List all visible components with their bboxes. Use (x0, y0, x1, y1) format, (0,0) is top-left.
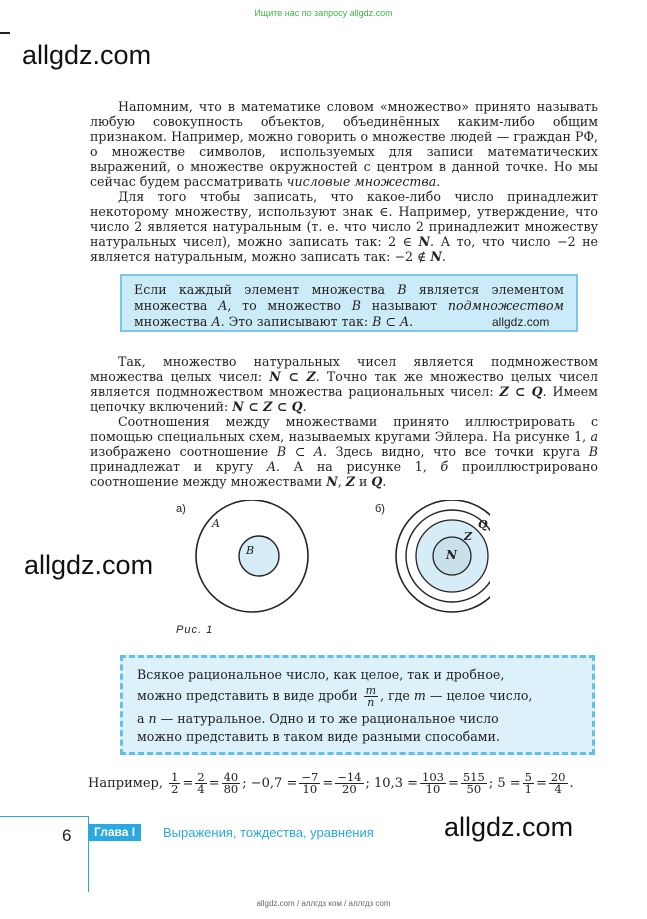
box1-text-d: называют (371, 298, 438, 313)
fraction: $\frac{515}{50}$ (462, 770, 485, 796)
fraction: $\frac{-7}{10}$ (301, 770, 319, 796)
watermark-top[interactable]: allgdz.com (22, 40, 152, 70)
paragraph-membership: Для того чтобы записать, что какое-либо число принадлежит некоторому множеству, используют знак ∈. Например, утверждение, что число 2 является натуральным (т. е. что число 2 принадлежит множеству натуральных чисел), можно записать так: 2 ∈ N. А то, что число −2 не является натуральным, можно записать так: −2 ∉ N. (90, 189, 598, 264)
symbol-A: A (218, 298, 228, 313)
page-corner-mark (0, 32, 10, 34)
watermark-footer[interactable]: allgdz.com (444, 812, 574, 842)
circle-B (239, 536, 279, 576)
symbol-Q: Q (371, 474, 383, 489)
symbol-N: N (430, 249, 442, 264)
symbol-m: m (413, 688, 426, 703)
box2-line2-a: можно представить в виде дроби (137, 688, 358, 703)
fraction: $\frac{103}{10}$ (422, 770, 444, 796)
p2-text-b: . А то, что число −2 не является натуральным, можно записать так: −2 ∉ (90, 234, 598, 264)
symbol-B: B (397, 282, 407, 297)
figure-label-b: б) (375, 503, 385, 515)
p1-emphasis: числовые множества (286, 174, 437, 189)
paragraph-sets-intro: Напомним, что в математике словом «множество» принято называть любую совокупность объектов, объединённых каким-либо общим признаком. Например, можно говорить о множестве людей — граждан РФ, о множестве символов, используемых для записи математических выражений, о множестве окружностей с центром в данной точке. Но мы сейчас будем рассматривать числовые множества. (90, 99, 598, 189)
chapter-title: Выражения, тождества, уравнения (163, 825, 374, 840)
fraction: $\frac{-14}{20}$ (337, 770, 362, 796)
p3-text-a: Так, множество натуральных чисел является подмножеством множества целых чисел: (90, 354, 598, 384)
p4-text-e: . А на рисунке 1, (275, 459, 427, 474)
definition-box-subset: Если каждый элемент множества B является элементом множества A, то множество B называют подмножеством множества A. Это записывают так: B ⊂ A. (120, 274, 578, 332)
box2-line3-a: а (137, 711, 145, 726)
fraction: $\frac{40}{80}$ (223, 770, 239, 796)
chapter-badge: Глава I (88, 824, 141, 841)
paragraph-euler-circles: Соотношения между множествами принято иллюстрировать с помощью специальных схем, называемых кругами Эйлера. На рисунке 1, а изображено соотношение B ⊂ A. Здесь видно, что все точки круга B принадлежат и кругу A. А на рисунке 1, б проиллюстрировано соотношение между множествами N, Z и Q. (90, 414, 599, 489)
fraction-examples: Например, $\frac{1}{2}$ = $\frac{2}{4}$ = $\frac{40}{80}$ ; −0,7 = $\frac{-7}{10}$ = $\frac{-14}{20}$ ; 10,3 = $\frac{103}{10}$ = $\frac{515}{50}$ ; 5 = $\frac{5}{1}$ = $\frac{20}{4}$ . (88, 770, 574, 796)
p4-text-b: изображено соотношение (90, 444, 269, 459)
symbol-B: B (588, 444, 598, 459)
figure-caption: Рис. 1 (176, 624, 214, 636)
bottom-links[interactable]: allgdz.com / аллгдз ком / аллгдз com (256, 899, 391, 908)
box1-formula: B ⊂ A (372, 314, 410, 329)
euler-diagram-b (396, 500, 490, 612)
fraction: $\frac{20}{4}$ (550, 770, 566, 796)
symbol-N: N (418, 234, 431, 249)
symbol-Z: Z (345, 474, 355, 489)
box1-text-f: . Это записывают так: (220, 314, 369, 329)
formula-N-sub-Z: N ⊂ Z (269, 369, 316, 384)
examples-lead: Например, (88, 776, 163, 791)
box1-text-e: множества (134, 314, 208, 329)
box1-text-c: , то множество (227, 298, 341, 313)
footer-rule (0, 816, 88, 817)
box2-line3-b: — натуральное. Одно и то же рациональное число (160, 711, 499, 726)
paragraph-subset-chain: Так, множество натуральных чисел является подмножеством множества целых чисел: N ⊂ Z. Точно так же множество целых чисел является подмножеством множества рациональных чисел: Z ⊂ Q. Имеем цепочку включений: N ⊂ Z ⊂ Q. (90, 354, 598, 414)
example-3-lead: 10,3 = (374, 776, 418, 791)
search-note: Ищите нас по запросу allgdz.com (254, 8, 393, 18)
watermark-box1[interactable]: allgdz.com (492, 315, 550, 329)
example-2-lead: −0,7 = (250, 776, 298, 791)
fraction: $\frac{2}{4}$ (197, 770, 205, 796)
p4-text-f: проиллюстрировано соотношение между множествами (90, 459, 599, 489)
symbol-A: A (266, 459, 276, 474)
watermark-figure[interactable]: allgdz.com (24, 550, 154, 580)
symbol-n: n (148, 711, 157, 726)
box2-line4: можно представить в таком виде разными способами. (137, 729, 500, 744)
label-set-B: B (246, 544, 255, 557)
formula-Z-sub-Q: Z ⊂ Q (499, 384, 543, 399)
p4-text-d: принадлежат и кругу (90, 459, 254, 474)
box1-term: подмножеством (447, 298, 564, 313)
symbol-A: A (211, 314, 221, 329)
p4-em-a: а (590, 429, 598, 444)
box2-line2-c: — целое число, (429, 688, 533, 703)
label-set-Q: Q (478, 518, 488, 531)
fraction: $\frac{5}{1}$ (524, 770, 532, 796)
page-number: 6 (62, 826, 72, 845)
p4-em-b: б (440, 459, 449, 474)
rule-box-rational (120, 655, 595, 755)
box2-line2-b: , где (380, 688, 410, 703)
fraction-m-over-n: $\frac{m}{n}$ (365, 684, 377, 709)
box1-text-b: является элементом множества (134, 282, 564, 313)
label-set-A: A (212, 517, 220, 530)
fraction: $\frac{1}{2}$ (171, 770, 179, 796)
label-set-N: N (446, 548, 457, 562)
p4-text-c: . Здесь видно, что все точки круга (323, 444, 581, 459)
formula-chain: N ⊂ Z ⊂ Q (232, 399, 303, 414)
p2-text-a: Для того чтобы записать, что какое-либо число принадлежит некоторому множеству, используют знак ∈. Например, утверждение, что число 2 является натуральным (т. е. что число 2 принадлежит множеству натуральных чисел), можно записать так: 2 ∈ (90, 189, 598, 249)
p3-text-c: . Имеем цепочку включений: (90, 384, 598, 414)
symbol-B: B (351, 298, 361, 313)
figure-label-a: а) (176, 503, 186, 515)
p4-text-a: Соотношения между множествами принято иллюстрировать с помощью специальных схем, называемых кругами Эйлера. На рисунке 1, (90, 414, 598, 444)
p1-text: Напомним, что в математике словом «множество» принято называть любую совокупность объектов, объединённых каким-либо общим признаком. Например, можно говорить о множестве людей — граждан РФ, о множестве символов, используемых для записи математических выражений, о множестве окружностей с центром в данной точке. Но мы сейчас будем рассматривать (90, 99, 598, 189)
box1-text-a: Если каждый элемент множества (134, 282, 386, 297)
example-4-lead: 5 = (497, 776, 521, 791)
symbol-N: N (326, 474, 338, 489)
label-set-Z: Z (464, 530, 473, 543)
p3-text-b: . Точно так же множество целых чисел является подмножеством множества рациональных чисел: (90, 369, 598, 399)
box2-line1: Всякое рациональное число, как целое, так и дробное, (137, 667, 505, 682)
formula-B-sub-A: B ⊂ A (276, 444, 324, 459)
